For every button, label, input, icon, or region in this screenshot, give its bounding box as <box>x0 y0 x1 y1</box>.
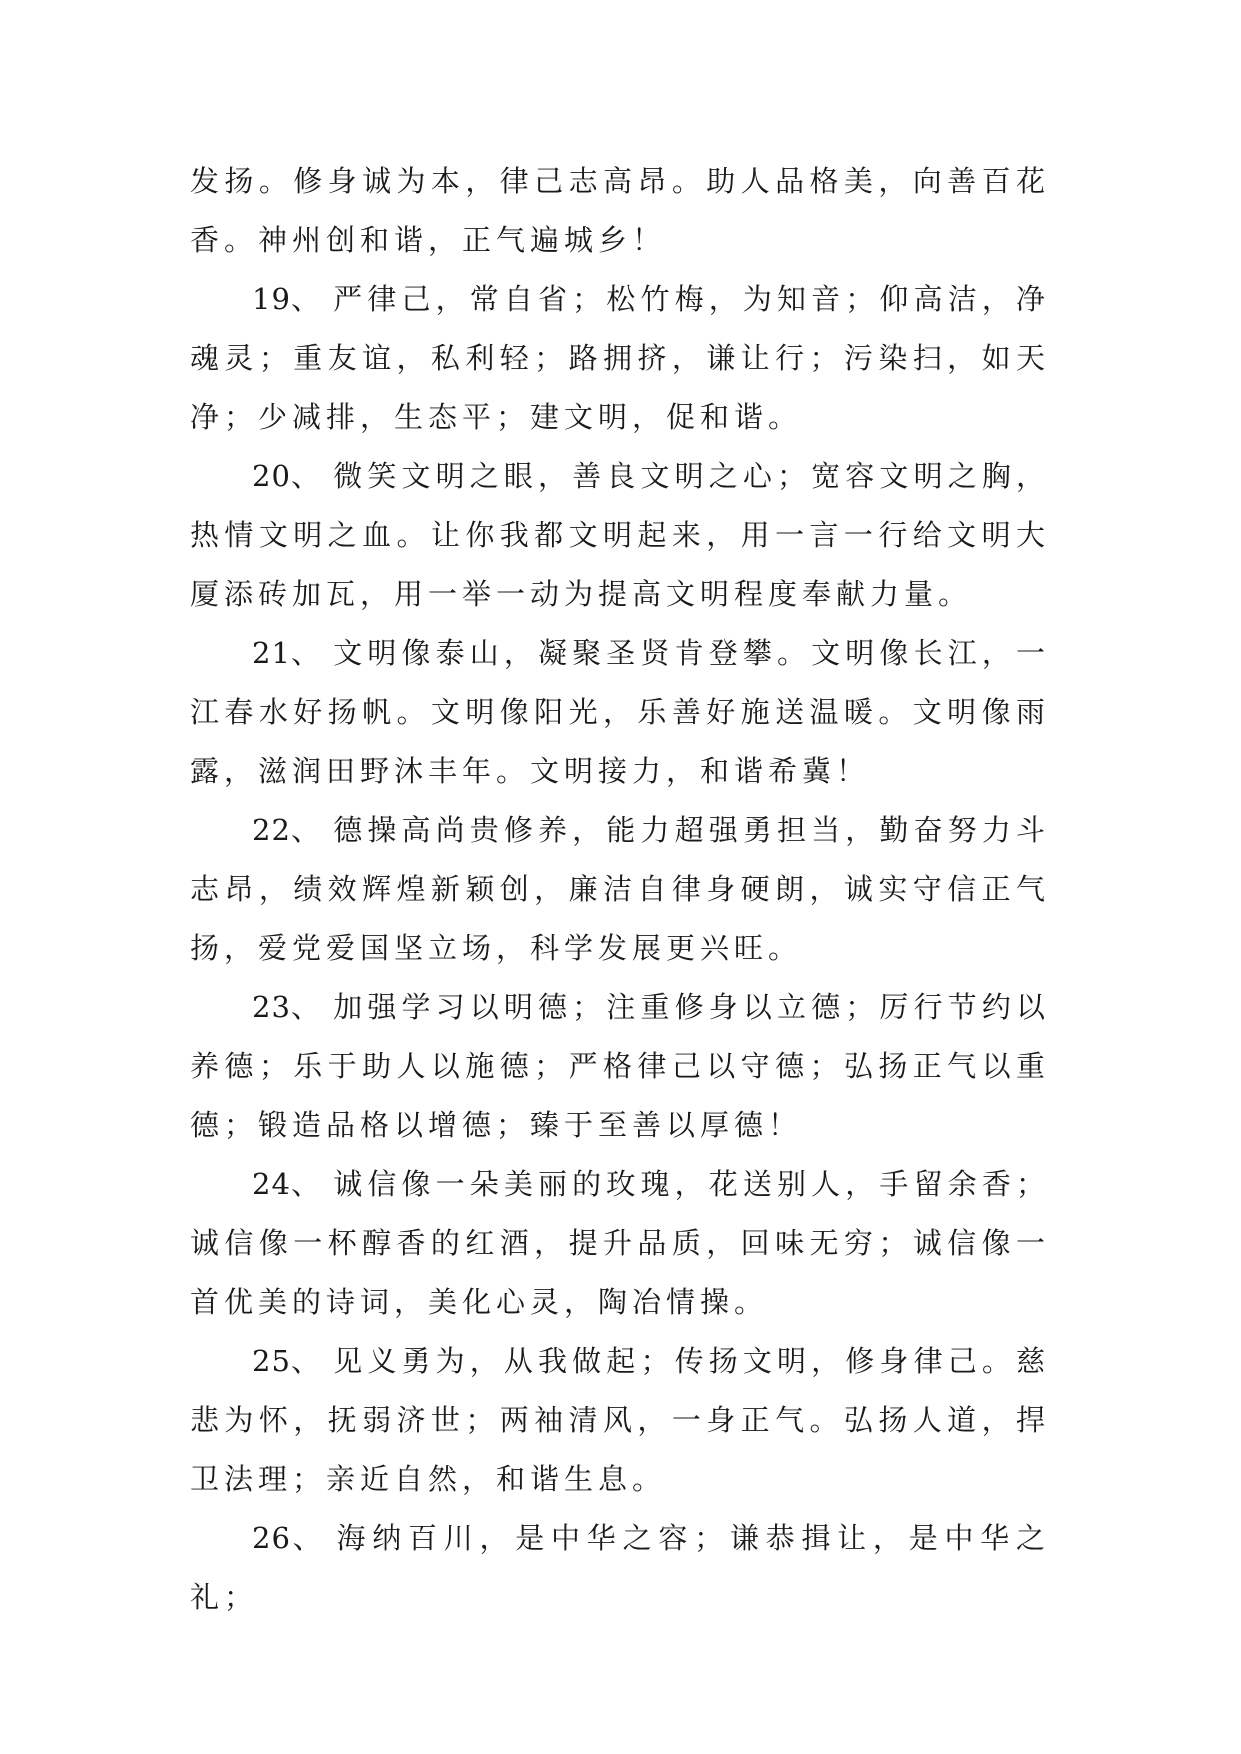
paragraph-text: 诚信像一朵美丽的玫瑰，花送别人，手留余香；诚信像一杯醇香的红酒，提升品质，回味无穷；诚信像一首优美的诗词，美化心灵，陶冶情操。 <box>190 1167 1050 1319</box>
paragraph-22 <box>190 801 1050 978</box>
paragraph-25 <box>190 1332 1050 1509</box>
paragraph-text: 海纳百川，是中华之容；谦恭揖让，是中华之礼； <box>190 1521 1050 1614</box>
paragraph-text: 严律己，常自省；松竹梅，为知音；仰高洁，净魂灵；重友谊，私利轻；路拥挤，谦让行；污染扫，如天净；少减排，生态平；建文明，促和谐。 <box>190 282 1050 434</box>
paragraph-number: 24、 <box>252 1167 322 1201</box>
paragraph-number: 25、 <box>252 1344 322 1378</box>
paragraph-text: 德操高尚贵修养，能力超强勇担当，勤奋努力斗志昂，绩效辉煌新颖创，廉洁自律身硬朗，诚实守信正气扬，爱党爱国坚立场，科学发展更兴旺。 <box>190 813 1050 965</box>
paragraph-number: 19、 <box>252 282 322 316</box>
paragraph-number: 20、 <box>252 459 322 493</box>
paragraph-number: 21、 <box>252 636 322 670</box>
paragraph-text: 微笑文明之眼，善良文明之心；宽容文明之胸，热情文明之血。让你我都文明起来，用一言一行给文明大厦添砖加瓦，用一举一动为提高文明程度奉献力量。 <box>190 459 1050 611</box>
paragraph-continued <box>190 152 1050 270</box>
paragraph-20 <box>190 447 1050 624</box>
paragraph-number: 23、 <box>252 990 322 1024</box>
paragraph-19 <box>190 270 1050 447</box>
paragraph-text: 发扬。修身诚为本，律己志高昂。助人品格美，向善百花香。神州创和谐，正气遍城乡！ <box>190 164 1050 257</box>
paragraph-number: 22、 <box>252 813 322 847</box>
paragraph-text: 见义勇为，从我做起；传扬文明，修身律己。慈悲为怀，抚弱济世；两袖清风，一身正气。弘扬人道，捍卫法理；亲近自然，和谐生息。 <box>190 1344 1050 1496</box>
paragraph-23 <box>190 978 1050 1155</box>
document-body <box>190 152 1050 1627</box>
paragraph-24 <box>190 1155 1050 1332</box>
paragraph-21 <box>190 624 1050 801</box>
paragraph-text: 加强学习以明德；注重修身以立德；厉行节约以养德；乐于助人以施德；严格律己以守德；弘扬正气以重德；锻造品格以增德；臻于至善以厚德！ <box>190 990 1050 1142</box>
paragraph-number: 26、 <box>252 1521 325 1555</box>
paragraph-26 <box>190 1509 1050 1627</box>
paragraph-text: 文明像泰山，凝聚圣贤肯登攀。文明像长江，一江春水好扬帆。文明像阳光，乐善好施送温暖。文明像雨露，滋润田野沐丰年。文明接力，和谐希冀！ <box>190 636 1050 788</box>
